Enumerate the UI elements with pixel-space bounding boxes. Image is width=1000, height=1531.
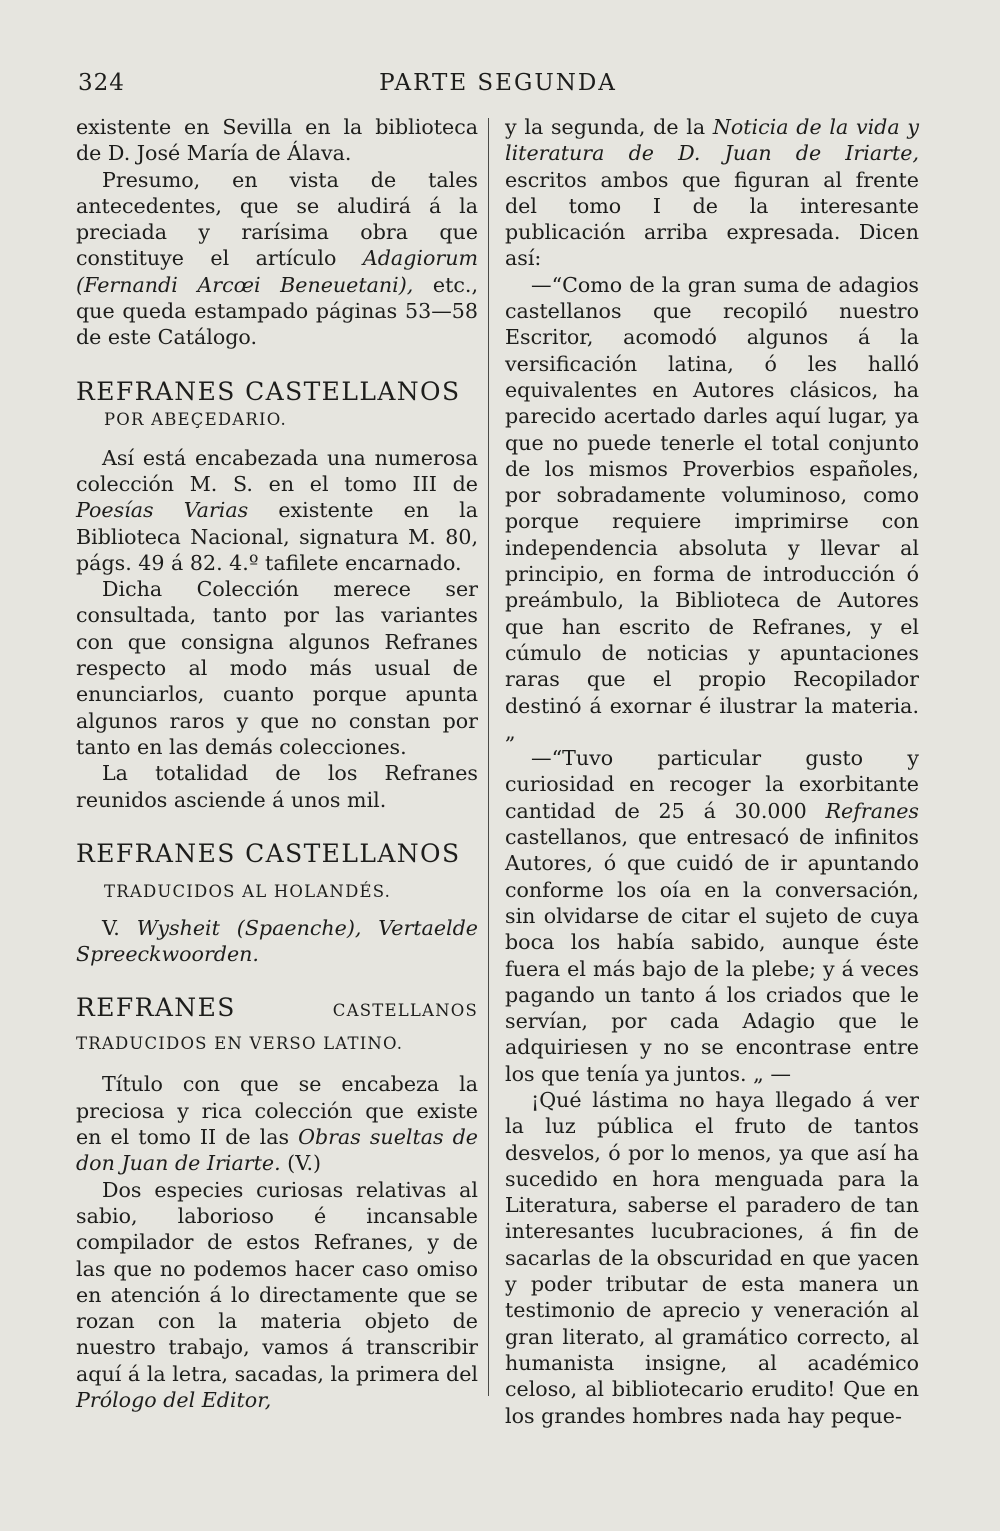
running-title: PARTE SEGUNDA: [379, 70, 617, 96]
text-run: Título con que se encabeza la preciosa y rica colección que existe en el tomo II de las: [76, 1072, 478, 1150]
heading-title: REFRANES CASTELLANOS: [76, 838, 461, 868]
italic-title: Poesías Varias: [76, 498, 249, 523]
text-run: Presumo, en vista de tales antecedentes, que se aludirá á la preciada y rarísima obra que constituye el artículo: [76, 167, 478, 271]
heading-title: [76, 993, 478, 1059]
heading-main: REFRANES: [76, 993, 236, 1023]
paragraph-quote-tuvo: [505, 745, 919, 1087]
paragraph-segunda: [505, 114, 919, 272]
paragraph-wysheit: [76, 915, 478, 968]
italic-title: Refranes: [825, 798, 919, 823]
text-run: V.: [102, 915, 137, 940]
paragraph-dos-especies: [76, 1177, 478, 1414]
italic-title: Obras sueltas de don Juan de Iriarte.: [76, 1125, 478, 1176]
paragraph-quote-como: —“Como de la gran suma de adagios castellanos que recopiló nuestro Escritor, acomodó algunos á la versificación latina, ó les halló equivalentes en Autores clásicos, ha parecido acertado darles aquí lugar, ya que no puede tenerle el total conjunto de los mismos Proverbios españoles, por sobradamente voluminoso, como porque requiere imprimirse con independencia absoluta y llevar al principio, en forma de introducción ó preámbulo, la Biblioteca de Autores que han escrito de Refranes, y el cúmulo de noticias y apuntaciones raras que el propio Recopilador destinó á exornar é ilustrar la materia. „: [505, 272, 919, 744]
section-heading-abecedario: [76, 377, 478, 433]
heading-title: REFRANES CASTELLANOS: [76, 376, 461, 406]
heading-subtitle: TRADUCIDOS AL HOLANDÉS.: [104, 881, 392, 901]
paragraph-coleccion: Dicha Colección merece ser consultada, tanto por las variantes con que consigna algunos Refranes respecto al modo más usual de enunciarlos, cuanto porque apunta algunos raros y que no constan por tanto en las demás colecciones.: [76, 577, 478, 759]
italic-title: Noticia de la vida y literatura de D. Juan de Iriarte,: [505, 115, 920, 166]
running-head: [78, 70, 918, 106]
heading-subtitle: POR ABEÇEDARIO.: [104, 409, 287, 429]
text-run: escritos ambos que figuran al frente del tomo I de la interesante publicación arriba expresada. Dicen así:: [505, 167, 919, 271]
paragraph-totalidad: La totalidad de los Refranes reunidos asciende á unos mil.: [76, 761, 478, 812]
text-run: (V.): [280, 1151, 322, 1176]
paragraph-lastima: ¡Qué lástima no haya llegado á ver la luz pública el fruto de tantos desvelos, ó por lo menos, ya que así ha sucedido en hora menguada para la Literatura, saberse el paradero de tan interesantes lucubraciones, á fin de sacarlas de la obscuridad en que yacen y poder tributar de esta manera un testimonio de aprecio y veneración al gran literato, al gramático correcto, al humanista insigne, al académico celoso, al bibliotecario erudito! Que en los grandes hombres nada hay peque-: [505, 1087, 919, 1428]
section-heading-latino: [76, 993, 478, 1059]
left-column: [76, 114, 478, 1413]
italic-title: Wysheit (Spaenche), Vertaelde Spreeckwoorden.: [76, 915, 478, 967]
page-number: 324: [78, 70, 125, 96]
column-divider: [488, 118, 489, 1396]
paragraph-titulo: [76, 1071, 478, 1176]
section-heading-holandes: [76, 839, 478, 905]
text-run: Así está encabezada una numerosa colección M. S. en el tomo III de: [76, 445, 478, 496]
paragraph-encabezada: [76, 445, 478, 576]
heading-rest: CASTELLANOS TRADUCIDOS EN VERSO LATINO.: [76, 1001, 478, 1054]
italic-title: Adagiorum (Fernandi Arcœi Beneuetani),: [76, 246, 478, 297]
right-column: [505, 114, 919, 1429]
text-run: existente en la Biblioteca Nacional, signatura M. 80, págs. 49 á 82. 4.º tafilete encarnado.: [76, 498, 478, 575]
text-run: castellanos, que entresacó de infinitos Autores, ó que cuidó de ir apuntando conforme los oía en la conversación, sin olvidarse de citar el sujeto de cuya boca los había sabido, aunque éste fuera el más bajo de la plebe; y á veces pagando un tanto á los criados que le servían, por cada Adagio que le adquiriesen y no se encontrase entre los que tenía ya juntos. „ —: [505, 825, 919, 1086]
text-run: Dos especies curiosas relativas al sabio, laborioso é incansable compilador de estos Refranes, y de las que no podemos hacer caso omiso en atención á lo directamente que se rozan con la materia objeto de nuestro trabajo, vamos á transcribir aquí á la letra, sacadas, la primera del: [76, 1177, 478, 1386]
italic-title: Prólogo del Editor,: [76, 1387, 272, 1412]
text-run: —“Tuvo particular gusto y curiosidad en recoger la exorbitante cantidad de 25 á 30.000: [505, 746, 919, 823]
paragraph-presumo: [76, 167, 478, 351]
text-run: y la segunda, de la: [505, 115, 713, 139]
paragraph-alava: existente en Sevilla en la biblioteca de D. José María de Álava.: [76, 115, 478, 166]
text-run: etc., que queda estampado páginas 53—58 de este Catálogo.: [76, 272, 478, 350]
